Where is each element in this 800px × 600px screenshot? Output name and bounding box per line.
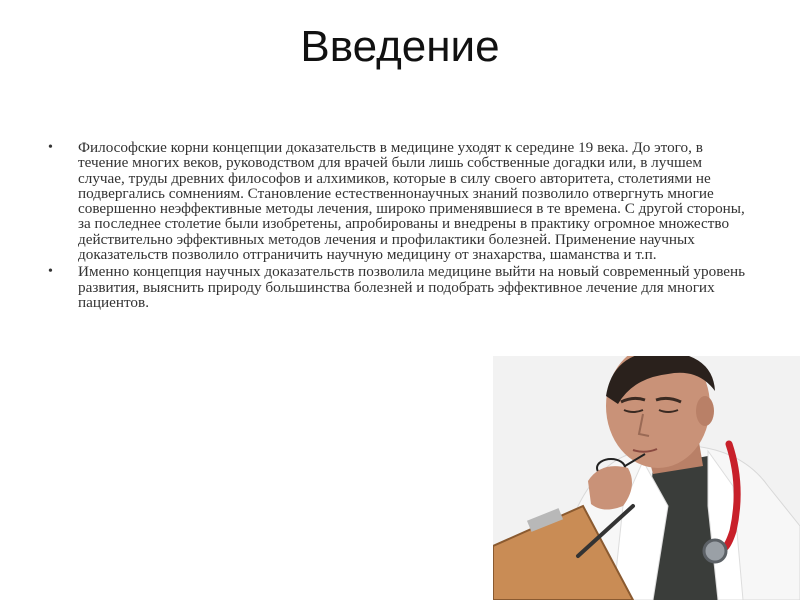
bullet-item (48, 264, 748, 310)
bullet-item (48, 140, 748, 262)
bullet-list (48, 140, 748, 312)
bullet-dot-icon: • (48, 264, 53, 280)
bullet-text: Именно концепция научных доказательств позволила медицине выйти на новый современный уровень развития, выяснить природу большинства болезней и подобрать эффективное лечение для многих пациентов. (78, 263, 746, 311)
doctor-illustration (493, 356, 800, 600)
slide-title: Введение (300, 22, 500, 71)
bullet-dot-icon: • (48, 140, 53, 155)
doctor-photo (493, 356, 800, 600)
bullet-text: Философские корни концепции доказательств в медицине уходят к середине 19 века. До этого, в течение многих веков, руководством для врачей были лишь собственные догадки или, в лучшем случае, труды древних философов и алхимиков, которые в силу своего авторитета, столетиями не подвергались сомнениям. Становление естественнонаучных знаний позволило отвергнуть многие совершенно неэффективные методы лечения, широко применявшиеся в те времена. С другой стороны, за последнее столетие были изобретены, апробированы и внедрены в практику огромное множество действительно эффективных методов лечения и профилактики болезней. Применение научных доказательств позволило отграничить научную медицину от знахарства, шаманства и т.п. (78, 139, 745, 264)
